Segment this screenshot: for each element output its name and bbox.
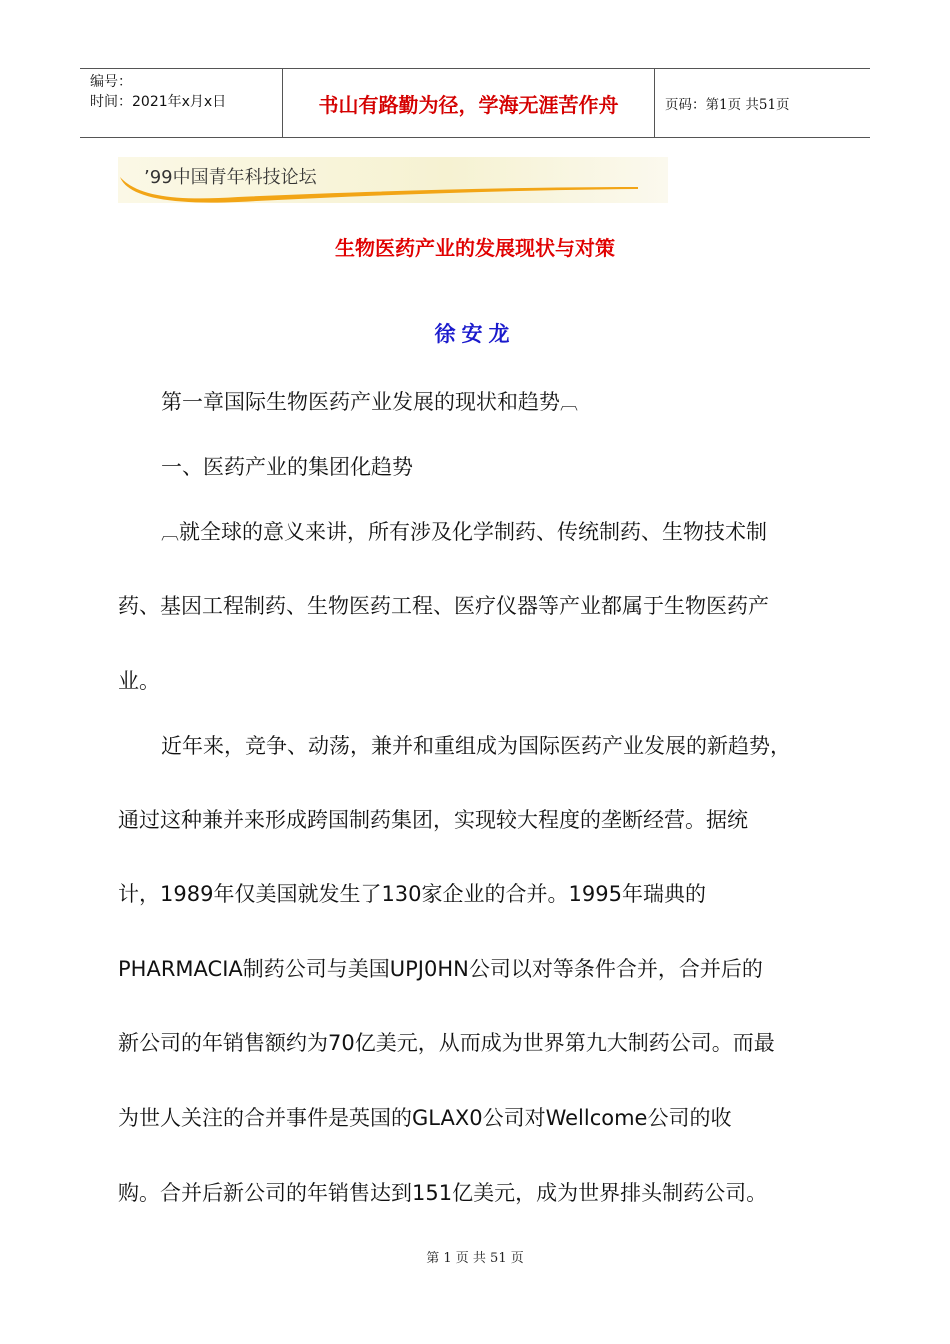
document-author: 徐安龙	[434, 322, 516, 346]
number-label: 编号：	[90, 74, 132, 90]
banner-text: ’99中国青年科技论坛	[144, 167, 317, 188]
document-title: 生物医药产业的发展现状与对策	[335, 236, 615, 260]
header-motto: 书山有路勤为径，学海无涯苦作舟	[282, 69, 655, 137]
paragraph-line	[161, 516, 767, 546]
time-label: 时间：2021年x月x日	[90, 94, 227, 110]
paragraph-line: 为世人关注的合并事件是英国的GLAX0公司对Wellcome公司的收	[118, 1106, 732, 1130]
page-footer: 第 1 页 共 51 页	[426, 1251, 524, 1266]
section-heading: 一、医药产业的集团化趋势	[161, 455, 413, 479]
document-header	[80, 68, 870, 138]
paragraph-line-text: 就全球的意义来讲，所有涉及化学制药、传统制药、生物技术制	[179, 520, 767, 544]
paragraph-line: 业。	[118, 669, 160, 693]
paragraph-line: 近年来，竞争、动荡，兼并和重组成为国际医药产业发展的新趋势，	[161, 734, 791, 758]
forum-banner	[118, 157, 668, 203]
header-meta	[80, 69, 282, 137]
line-break-mark: ︹	[161, 523, 179, 544]
paragraph-line: 计，1989年仅美国就发生了130家企业的合并。1995年瑞典的	[118, 882, 706, 906]
paragraph-line: 新公司的年销售额约为70亿美元，从而成为世界第九大制药公司。而最	[118, 1031, 775, 1055]
line-break-mark: ︹	[560, 393, 578, 414]
header-page-info: 页码：第1页 共51页	[665, 97, 790, 113]
chapter-heading-text: 第一章国际生物医药产业发展的现状和趋势	[161, 390, 560, 414]
paragraph-line: 购。合并后新公司的年销售达到151亿美元，成为世界排头制药公司。	[118, 1181, 768, 1205]
paragraph-line: 药、基因工程制药、生物医药工程、医疗仪器等产业都属于生物医药产	[118, 594, 769, 618]
paragraph-line: 通过这种兼并来形成跨国制药集团，实现较大程度的垄断经营。据统	[118, 808, 748, 832]
chapter-heading	[161, 386, 578, 416]
paragraph-line: PHARMACIA制药公司与美国UPJ0HN公司以对等条件合并，合并后的	[118, 957, 763, 981]
